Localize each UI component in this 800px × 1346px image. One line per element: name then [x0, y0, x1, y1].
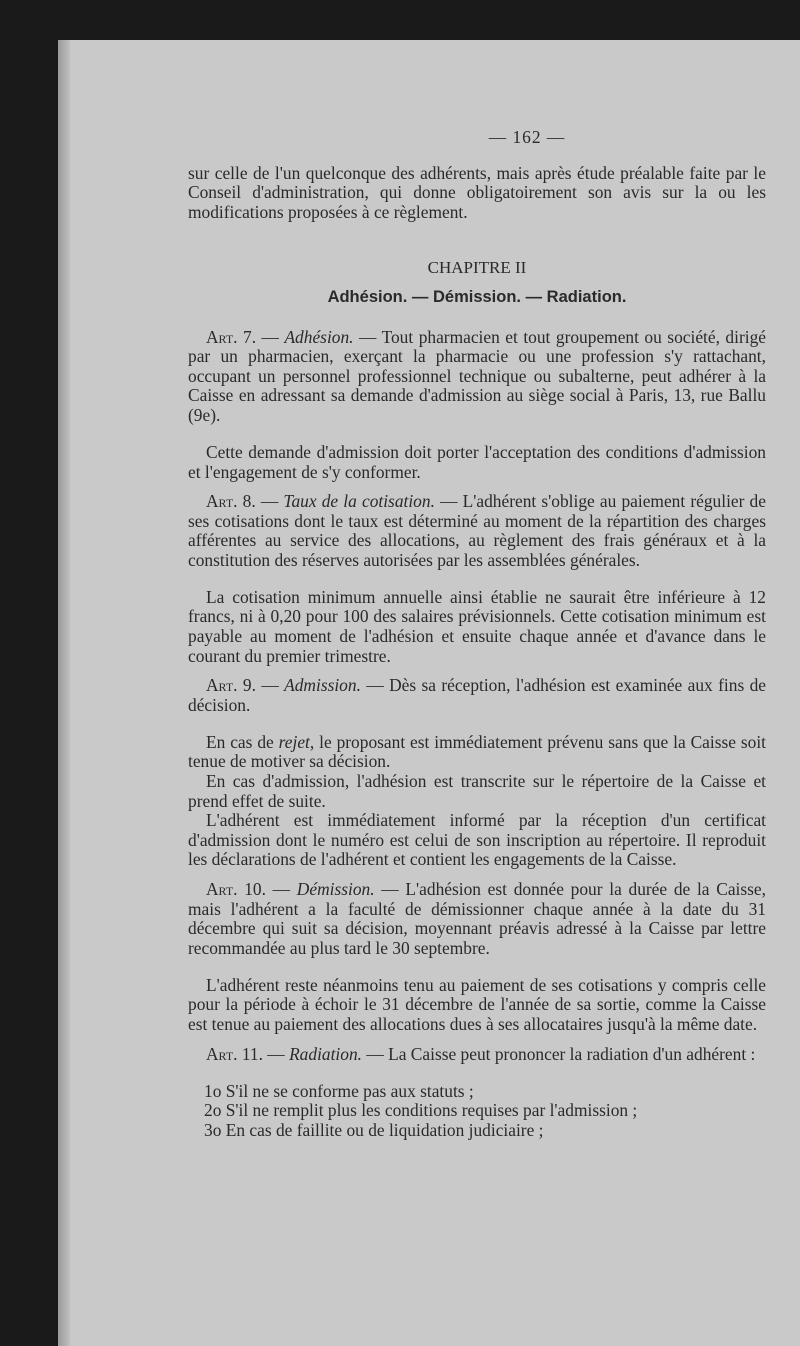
- article-title: Adhésion.: [284, 326, 354, 347]
- article-text: — L'adhésion est donnée pour la durée de la Caisse, mais l'adhérent a la faculté de démissionner chaque année à la date du 31 décembre qui suit sa décision, moyennant préavis adressé à la Caisse par lettre recommandée au plus tard le 30 septembre.: [188, 878, 766, 958]
- article-text: — La Caisse peut prononcer la radiation d'un adhérent :: [362, 1043, 756, 1064]
- chapter-title: CHAPITRE II: [427, 258, 527, 278]
- intro-paragraph: sur celle de l'un quelconque des adhérents, mais après étude préalable faite par le Conseil d'administration, qui donne obligatoirement son avis sur la ou les modifications proposées à ce règlement.: [188, 162, 766, 222]
- article-text: — Tout pharmacien et tout groupement ou société, dirigé par un pharmacien, exerçant la pharmacie ou une profession s'y rattachant, occupant un personnel professionnel technique ou subalterne, peut adhérer à la Caisse en adressant sa demande d'admission au siège social à Paris, 13, rue Ballu (9e).: [188, 326, 766, 425]
- list-item: 2o S'il ne remplit plus les conditions requises par l'admission ;: [204, 1100, 638, 1121]
- article-10-para-2: L'adhérent reste néanmoins tenu au paiement de ses cotisations y compris celle pour la période à échoir le 31 décembre de l'année de sa sortie, comme la Caisse est tenue au paiement des allocations dues à ses allocataires jusqu'à la même date.: [188, 974, 766, 1034]
- article-text: — Dès sa réception, l'adhésion est examinée aux fins de décision.: [188, 675, 767, 715]
- article-label: Art. 9. —: [206, 675, 279, 696]
- article-8: [188, 492, 766, 570]
- article-7: [188, 328, 766, 426]
- article-label: Art. 10. —: [206, 878, 291, 899]
- text-run: , le proposant est immédiatement prévenu sans que la Caisse soit tenue de motiver sa décision.: [188, 731, 766, 772]
- article-title: Admission.: [284, 675, 361, 696]
- article-8-para-2: La cotisation minimum annuelle ainsi établie ne saurait être inférieure à 12 francs, ni à 0,20 pour 100 des salaires prévisionnels. Cette cotisation minimum est payable au moment de l'adhésion et ensuite chaque année et d'avance dans le courant du premier trimestre.: [188, 586, 766, 666]
- chapter-heading: Adhésion. — Démission. — Radiation.: [327, 287, 627, 306]
- article-title: Démission.: [296, 878, 375, 899]
- article-9-para-2: [188, 733, 766, 772]
- text-run: En cas de: [206, 731, 279, 752]
- article-9-para-3: En cas d'admission, l'adhésion est transcrite sur le répertoire de la Caisse et prend effet de suite.: [188, 771, 766, 811]
- article-label: Art. 7. —: [206, 326, 279, 347]
- article-9-para-4: L'adhérent est immédiatement informé par la réception d'un certificat d'admission dont le numéro est celui de son inscription au répertoire. Il reproduit les déclarations de l'adhérent et contient les engagements de la Caisse.: [188, 810, 766, 870]
- list-item: 1o S'il ne se conforme pas aux statuts ;: [204, 1080, 474, 1101]
- article-9: [188, 676, 766, 715]
- list-item: 3o En cas de faillite ou de liquidation judiciaire ;: [204, 1119, 544, 1140]
- page-number: — 162 —: [488, 127, 566, 147]
- page-binding-edge: [58, 40, 70, 1346]
- article-text: — L'adhérent s'oblige au paiement régulier de ses cotisations dont le taux est déterminé au moment de la répartition des charges afférentes au service des allocations, au règlement des frais généraux et à la constitution des réserves autorisées par les assemblées générales.: [188, 491, 766, 570]
- article-10: [188, 880, 766, 958]
- article-11: [188, 1045, 766, 1065]
- article-title: Taux de la cotisation.: [283, 491, 435, 512]
- page-text: [188, 128, 766, 1140]
- article-title: Radiation.: [289, 1043, 363, 1064]
- article-7-para-2: Cette demande d'admission doit porter l'acceptation des conditions d'admission et l'engagement de s'y conformer.: [188, 441, 766, 482]
- emphasis: rejet: [278, 731, 310, 752]
- article-label: Art. 8. —: [206, 491, 279, 512]
- article-label: Art. 11. —: [206, 1043, 285, 1064]
